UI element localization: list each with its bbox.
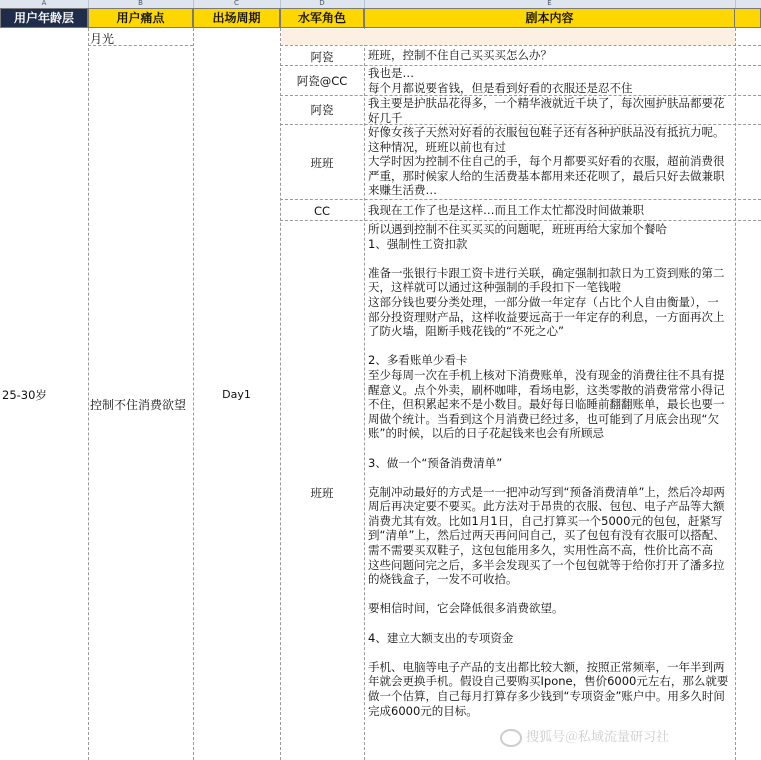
pain-cell-above[interactable]: 月光 (90, 32, 115, 45)
grid-line (88, 45, 193, 46)
script-cell[interactable]: 我现在工作了也是这样…而且工作太忙都没时间做兼职 (368, 203, 644, 217)
grid-line (88, 28, 89, 760)
grid-line (735, 28, 736, 760)
grid-line (280, 28, 281, 760)
role-cell[interactable]: CC (313, 204, 331, 218)
header-extra-cell[interactable] (735, 8, 761, 28)
column-letter-c[interactable]: C (193, 0, 281, 8)
column-letter-b[interactable]: B (88, 0, 194, 8)
grid-line (280, 45, 761, 46)
cycle-cell[interactable]: Day1 (222, 388, 251, 401)
role-cell[interactable]: 阿瓷 (310, 50, 334, 64)
column-letter-e[interactable]: E (364, 0, 736, 8)
column-letter-d[interactable]: D (280, 0, 365, 8)
role-cell[interactable]: 班班 (310, 486, 334, 500)
sohu-logo-icon (500, 729, 522, 747)
role-cell[interactable]: 班班 (310, 156, 334, 170)
header-pain-point[interactable]: 用户痛点 (88, 8, 193, 28)
role-cell[interactable]: 阿瓷@CC (296, 74, 348, 88)
pain-point-cell[interactable]: 控制不住消费欲望 (90, 398, 187, 412)
empty-cell[interactable] (281, 29, 735, 45)
role-cell[interactable]: 阿瓷 (310, 103, 334, 117)
header-script[interactable]: 剧本内容 (364, 8, 735, 28)
watermark: 搜狐号＠私域流量研习社 (500, 726, 669, 747)
script-cell[interactable]: 我也是… 每个月都说要省钱，但是看到好看的衣服还是忍不住 (368, 66, 633, 95)
header-age[interactable]: 用户年龄层 (0, 8, 88, 28)
header-cycle[interactable]: 出场周期 (193, 8, 280, 28)
grid-line (364, 28, 365, 760)
script-cell[interactable]: 班班，控制不住自己买买买怎么办？ (368, 48, 552, 62)
grid-line (280, 220, 761, 221)
script-cell[interactable]: 好像女孩子天然对好看的衣服包包鞋子还有各种护肤品没有抵抗力呢。这种情况，班班以前也有过 大学时因为控制不住自己的手，每个月都要买好看的衣服，超前消费很严重，那时候家人给的生活费基本都用来还花呗了，最后只好去做兼职来赚生活费… (368, 125, 725, 198)
header-role[interactable]: 水军角色 (280, 8, 364, 28)
grid-line (280, 199, 761, 200)
script-cell[interactable]: 我主要是护肤品花得多，一个精华液就近千块了，每次囤护肤品都要花好几千 (368, 96, 725, 125)
age-group-cell[interactable]: 25-30岁 (2, 388, 47, 402)
script-cell[interactable]: 所以遇到控制不住买买买的问题呢，班班再给大家加个餐哈 1、强制性工资扣款 准备一张银行卡跟工资卡进行关联，确定强制扣款日为工资到账的第二天，这样就可以通过这种强制的手段扣下一笔钱啦 这部分钱也要分类处理，一部分做一年定存（占比个人自由衡量），一部分投资理财产品，这样收益要远高于一年定存的利息，一方面再次上了防火墙，阻断手贱花钱的“不死之心” 2、多看账单少看卡 至少每周一次在手机上核对下消费账单，没有现金的消费往往不具有提醒意义。点个外卖，刷杯咖啡，看场电影，这类零散的消费常常小得记不住，但积累起来不是小数目。最好每日临睡前翻翻账单，最长也要一周做个统计。当看到这个月消费已经过多，也可能到了月底会出现“欠账”的时候，以后的日子花起钱来也会有所顾忌 3、做一个“预备消费清单” 克制冲动最好的方式是一一把冲动写到“预备消费清单”上，然后冷却两周后再决定要不要买。此方法对于昂贵的衣服、包包、电子产品等大额消费尤其有效。比如1月1日，自己打算买一个5000元的包包，赶紧写到“清单”上，然后过两天再问问自己，买了包包有没有衣服可以搭配、需不需要买双鞋子，这包包能用多久，实用性高不高，性价比高不高 这些问题问完之后，多半会发现买了一个包包就等于给你打开了潘多拉的烧钱盒子，一发不可收拾。 要相信时间，它会降低很多消费欲望。 4、建立大额支出的专项资金 手机、电脑等电子产品的支出都比较大额，按照正常频率，一年半到两年就会更换手机。假设自己要购买Ipone，售价6000元左右，那么就要做一个估算，自己每月打算存多少钱到“专项资金”账户中。用多久时间完成6000元的目标。 (368, 222, 729, 718)
column-letter-a[interactable]: A (0, 0, 89, 8)
